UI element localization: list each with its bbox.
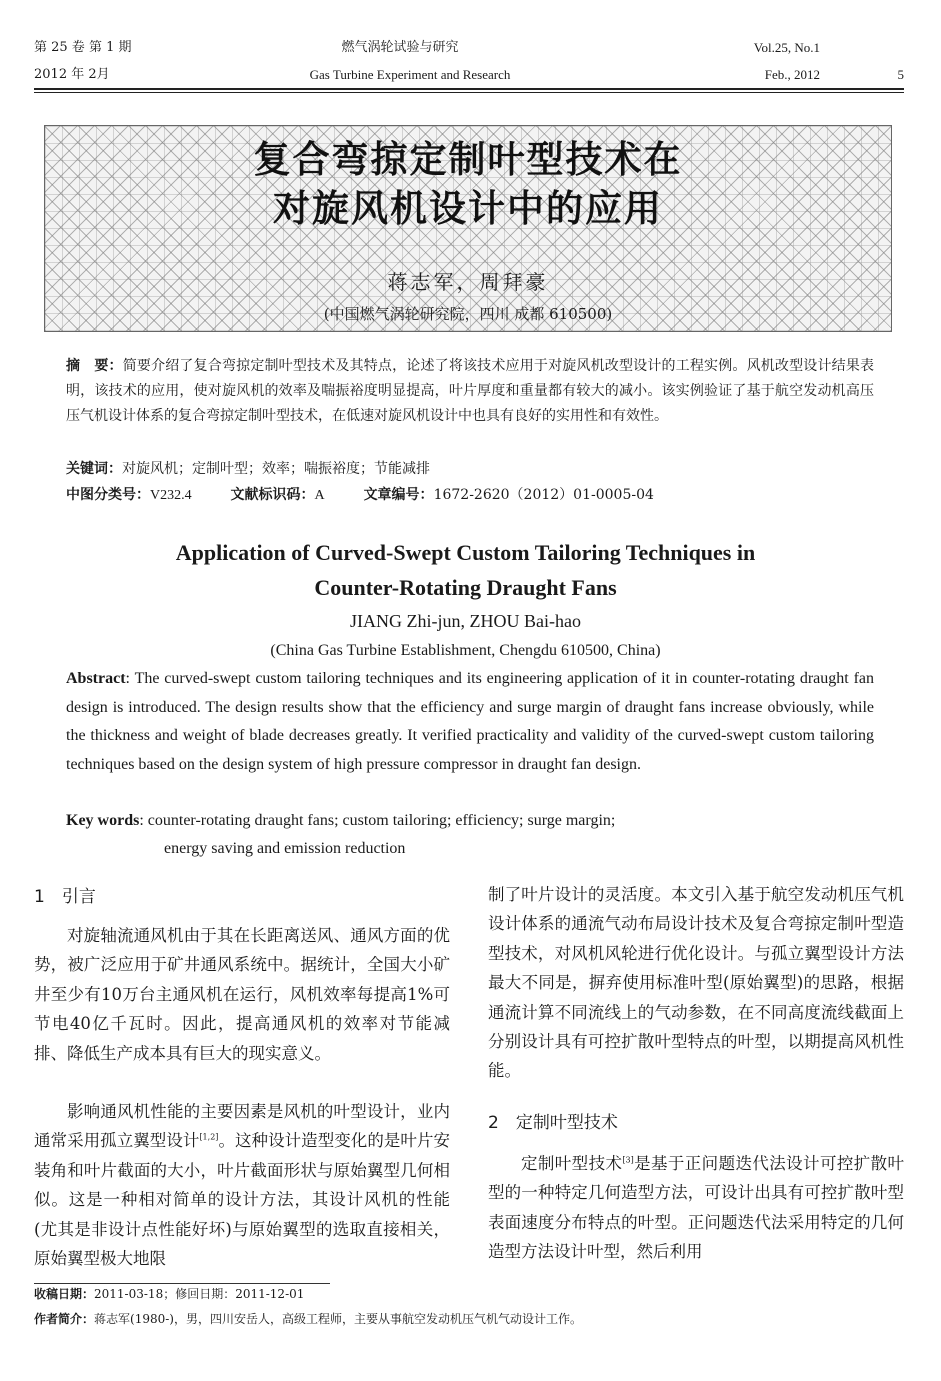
header-rule-thin bbox=[34, 92, 904, 93]
abstract-cn-label: 摘 要： bbox=[66, 358, 123, 374]
clc-label: 中图分类号： bbox=[66, 487, 150, 503]
footnote-author-bio bbox=[34, 1311, 582, 1327]
classification-line bbox=[66, 483, 874, 508]
intro-paragraph-2 bbox=[34, 1097, 450, 1273]
keywords-en: Key words: counter-rotating draught fans; custom tailoring; efficiency; surge margin; bbox=[66, 812, 616, 829]
authors-en: JIANG Zhi-jun, ZHOU Bai-hao bbox=[350, 611, 581, 631]
abstract-en-text: The curved-swept custom tailoring techniques and its engineering application of it in counter-rotating draught fan design is introduced. The design results show that the efficiency and surge margin of draught fans increase obviously, while the thickness and weight of blade decreases greatly. It verified practicality and validity of the curved-swept custom tailoring techniques based on the design system of high pressure compressor in draught fan design. bbox=[66, 670, 874, 773]
abstract-en-label: Abstract bbox=[66, 670, 126, 687]
header-volume-issue: 第 25 卷 第 1 期 bbox=[34, 40, 132, 55]
journal-name-en: Gas Turbine Experiment and Research bbox=[309, 67, 511, 82]
custom-airfoil-text-b: 是基于正问题迭代法设计可控扩散叶型的一种特定几何造型方法，可设计出具有可控扩散叶型表面速度分布特点的叶型。正问题迭代法采用特定的几何造型方法设计叶型，然后利用 bbox=[488, 1154, 905, 1262]
affiliation-en: (China Gas Turbine Establishment, Chengdu 610500, China) bbox=[270, 642, 661, 659]
abstract-en: Abstract: The curved-swept custom tailoring techniques and its engineering application of it in counter-rotating draught fan design is introduced. The design results show that the efficiency and surge margin of draught fans increase obviously, while the thickness and weight of blade decreases greatly. It verified practicality and validity of the curved-swept custom tailoring techniques based on the design system of high pressure compressor in draught fan design. bbox=[66, 670, 874, 773]
keywords-en-label: Key words bbox=[66, 812, 140, 829]
right-col-paragraph-1: 制了叶片设计的灵活度。本文引入基于航空发动机压气机设计体系的通流气动布局设计技术及复合弯掠定制叶型造型技术，对风机风轮进行优化设计。与孤立翼型设计方法最大不同是，摒弃使用标准叶型(原始翼型)的思路，根据通流计算不同流线上的气动参数，在不同高度流线截面上分别设计具有可控扩散叶型特点的叶型，以期提高风机性能。 bbox=[488, 885, 904, 1081]
abstract-cn-text: 简要介绍了复合弯掠定制叶型技术及其特点，论述了将该技术应用于对旋风机改型设计的工程实例。风机改型设计结果表明，该技术的应用，使对旋风机的效率及喘振裕度明显提高，叶片厚度和重量都有较大的减小。该实例验证了基于航空发动机高压压气机设计体系的复合弯掠定制叶型技术，在低速对旋风机设计中也具有良好的实用性和有效性。 bbox=[66, 358, 875, 424]
page-number: 5 bbox=[897, 67, 904, 82]
footnote-dates-label: 收稿日期： bbox=[34, 1287, 95, 1301]
intro-paragraph-1: 对旋轴流通风机由于其在长距离送风、通风方面的优势，被广泛应用于矿井通风系统中。据统计，全国大小矿井至少有10万台主通风机在运行，风机效率每提高1%可节电40亿千瓦时。因此，提高通风机的效率对节能减排、降低生产成本具有巨大的现实意义。 bbox=[34, 926, 450, 1063]
article-number-value: 1672-2620（2012）01-0005-04 bbox=[433, 487, 654, 503]
keywords-cn bbox=[66, 457, 874, 482]
intro-p2-text-b: 。这种设计造型变化的是叶片安装角和叶片截面的大小，叶片截面形状与原始翼型几何相似。这是一种相对简单的设计方法，其设计风机的性能(尤其是非设计点性能好坏)与原始翼型的选取直接相关，原始翼型极大地限 bbox=[34, 1131, 451, 1269]
doc-code-label: 文献标识码： bbox=[230, 487, 315, 503]
footnote-rule bbox=[34, 1283, 330, 1284]
journal-name-cn: 燃气涡轮试验与研究 bbox=[341, 40, 459, 55]
keywords-en-line1: counter-rotating draught fans; custom tailoring; efficiency; surge margin; bbox=[147, 812, 616, 829]
paper-title-cn-line2: 对旋风机设计中的应用 bbox=[273, 187, 663, 230]
paper-title-en-line1: Application of Curved-Swept Custom Tailoring Techniques in bbox=[175, 540, 756, 565]
citation-1-2: [1,2] bbox=[199, 1132, 219, 1142]
keywords-en-line2: energy saving and emission reduction bbox=[164, 840, 406, 857]
custom-airfoil-text-a: 定制叶型技术 bbox=[521, 1154, 623, 1173]
header-vol-en: Vol.25, No.1 bbox=[753, 40, 820, 55]
header-date-cn: 2012 年 2月 bbox=[34, 67, 110, 82]
abstract-cn bbox=[66, 354, 874, 429]
footnote-author-text: 蒋志军(1980-)，男，四川安岳人，高级工程师，主要从事航空发动机压气机气动设计工作。 bbox=[94, 1312, 582, 1326]
custom-airfoil-paragraph bbox=[488, 1149, 904, 1267]
article-number-label: 文章编号： bbox=[363, 487, 434, 503]
paper-title-en-line2: Counter-Rotating Draught Fans bbox=[314, 575, 617, 600]
header-date-en: Feb., 2012 bbox=[764, 67, 820, 82]
clc-value: V232.4 bbox=[150, 488, 192, 503]
paper-title-cn-line1: 复合弯掠定制叶型技术在 bbox=[253, 138, 683, 181]
footnote-dates-text: 2011-03-18；修回日期：2011-12-01 bbox=[94, 1287, 305, 1301]
authors-cn: 蒋志军，周拜豪 bbox=[387, 270, 549, 294]
citation-3: [3] bbox=[622, 1155, 634, 1165]
footnote-author-label: 作者简介： bbox=[34, 1312, 95, 1326]
section-heading-intro: 1 引言 bbox=[34, 887, 96, 907]
doc-code-value: A bbox=[314, 488, 325, 503]
intro-p2-text-a: 影响通风机性能的主要因素是风机的叶型设计，业内通常采用孤立翼型设计 bbox=[34, 1102, 450, 1151]
footnote-dates bbox=[34, 1286, 304, 1302]
keywords-cn-text: 对旋风机；定制叶型；效率；喘振裕度；节能减排 bbox=[122, 461, 430, 477]
header-rule bbox=[34, 88, 904, 90]
keywords-cn-label: 关键词： bbox=[66, 461, 122, 477]
section-heading-custom-airfoil: 2 定制叶型技术 bbox=[488, 1113, 618, 1133]
affiliation-cn: (中国燃气涡轮研究院，四川 成都 610500) bbox=[323, 305, 613, 323]
